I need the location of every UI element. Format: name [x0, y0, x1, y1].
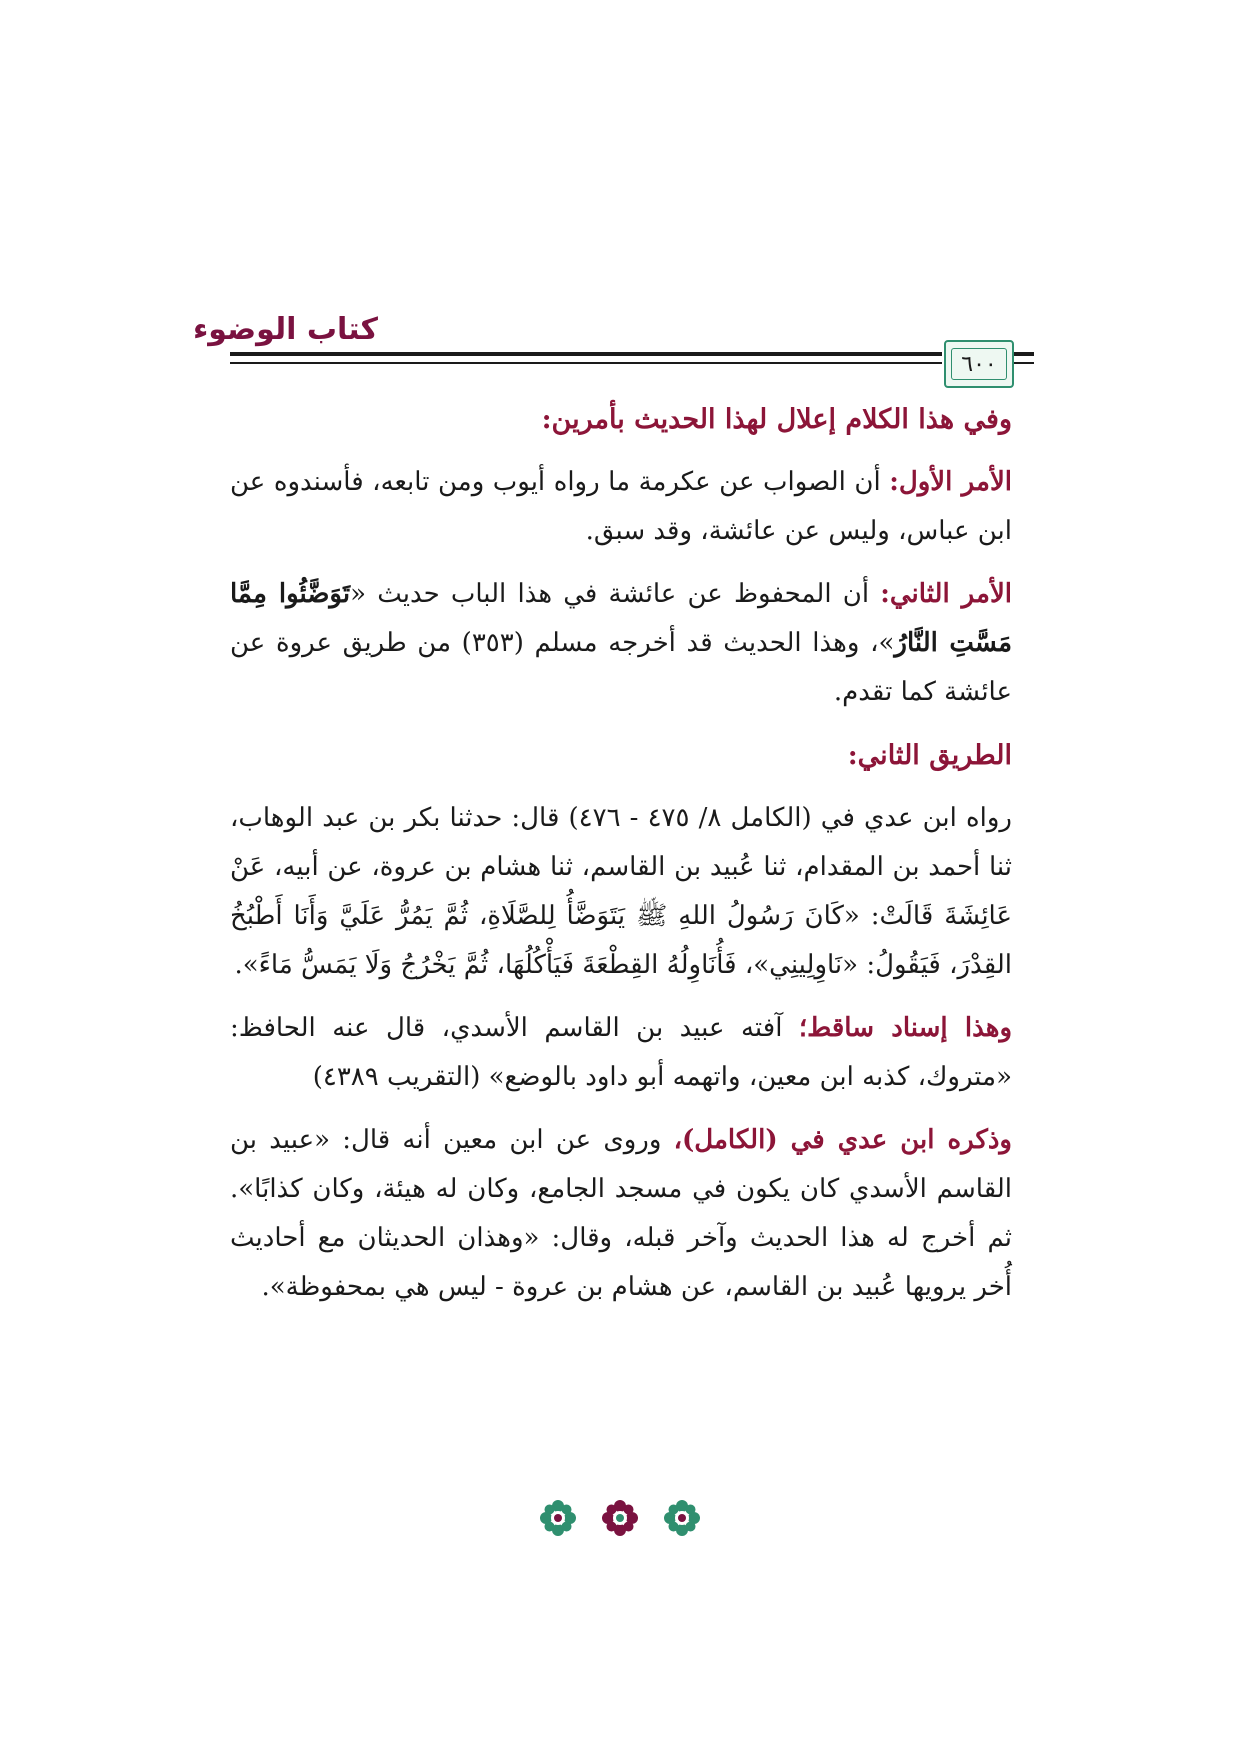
page-body	[230, 395, 1012, 1326]
section-heading-1: وفي هذا الكلام إعلال لهذا الحديث بأمرين:	[541, 404, 1012, 435]
first-matter-label: الأمر الأول:	[889, 467, 1012, 497]
paragraph-ibn-adi	[230, 1116, 1012, 1312]
page-number: ٦٠٠	[951, 348, 1007, 380]
section-heading-2: الطريق الثاني:	[847, 740, 1012, 771]
paragraph-first-matter	[230, 458, 1012, 556]
second-matter-text-b: »، وهذا الحديث قد أخرجه مسلم (٣٥٣) من طريق عروة عن عائشة كما تقدم.	[230, 628, 1012, 707]
header-rule-left-thin	[1012, 362, 1034, 364]
isnad-label: وهذا إسناد ساقط؛	[798, 1013, 1012, 1043]
section-end-ornament	[540, 1498, 700, 1538]
header-rule-left	[1012, 352, 1034, 356]
ibn-adi-label: وذكره ابن عدي في (الكامل)،	[673, 1125, 1012, 1155]
running-header-title: كتاب الوضوء	[192, 312, 378, 347]
second-matter-label: الأمر الثاني:	[880, 579, 1012, 609]
header-rule-right	[230, 352, 942, 356]
second-matter-text-a: أن المحفوظ عن عائشة في هذا الباب حديث «	[350, 579, 881, 609]
flower-ornament-icon	[664, 1500, 700, 1536]
page-number-frame	[944, 340, 1014, 388]
paragraph-isnad-weak	[230, 1004, 1012, 1102]
paragraph-narration: رواه ابن عدي في (الكامل ٨/ ٤٧٥ - ٤٧٦) قال: حدثنا بكر بن عبد الوهاب، ثنا أحمد بن المقدام، ثنا عُبيد بن القاسم، ثنا هشام بن عروة، عن أبيه، عَنْ عَائِشَةَ قَالَتْ: «كَانَ رَسُولُ اللهِ ﷺ يَتَوَضَّأُ لِلصَّلَاةِ، ثُمَّ يَمُرُّ عَلَيَّ وَأَنَا أَطْبُخُ القِدْرَ، فَيَقُولُ: «نَاوِلِينِي»، فَأُنَاوِلُهُ القِطْعَةَ فَيَأْكُلُهَا، ثُمَّ يَخْرُجُ وَلَا يَمَسُّ مَاءً».	[230, 803, 1012, 980]
hadith-quote: تَوَضَّئُوا مِمَّا مَسَّتِ النَّارُ	[230, 579, 1012, 658]
ibn-adi-text: وروى عن ابن معين أنه قال: «عبيد بن القاسم الأسدي كان يكون في مسجد الجامع، وكان له هيئة، وكان كذابًا». ثم أخرج له هذا الحديث وآخر قبله، وقال: «وهذان الحديثان مع أحاديث أُخر يرويها عُبيد بن القاسم، عن هشام بن عروة - ليس هي بمحفوظة».	[230, 1125, 1012, 1302]
paragraph-second-matter	[230, 570, 1012, 717]
flower-ornament-icon	[602, 1500, 638, 1536]
flower-ornament-icon	[540, 1500, 576, 1536]
isnad-text: آفته عبيد بن القاسم الأسدي، قال عنه الحافظ: «متروك، كذبه ابن معين، واتهمه أبو داود بالوضع» (التقريب ٤٣٨٩)	[230, 1013, 1012, 1092]
first-matter-text: أن الصواب عن عكرمة ما رواه أيوب ومن تابعه، فأسندوه عن ابن عباس، وليس عن عائشة، وقد سبق.	[230, 467, 1012, 546]
header-rule-right-thin	[230, 362, 942, 364]
